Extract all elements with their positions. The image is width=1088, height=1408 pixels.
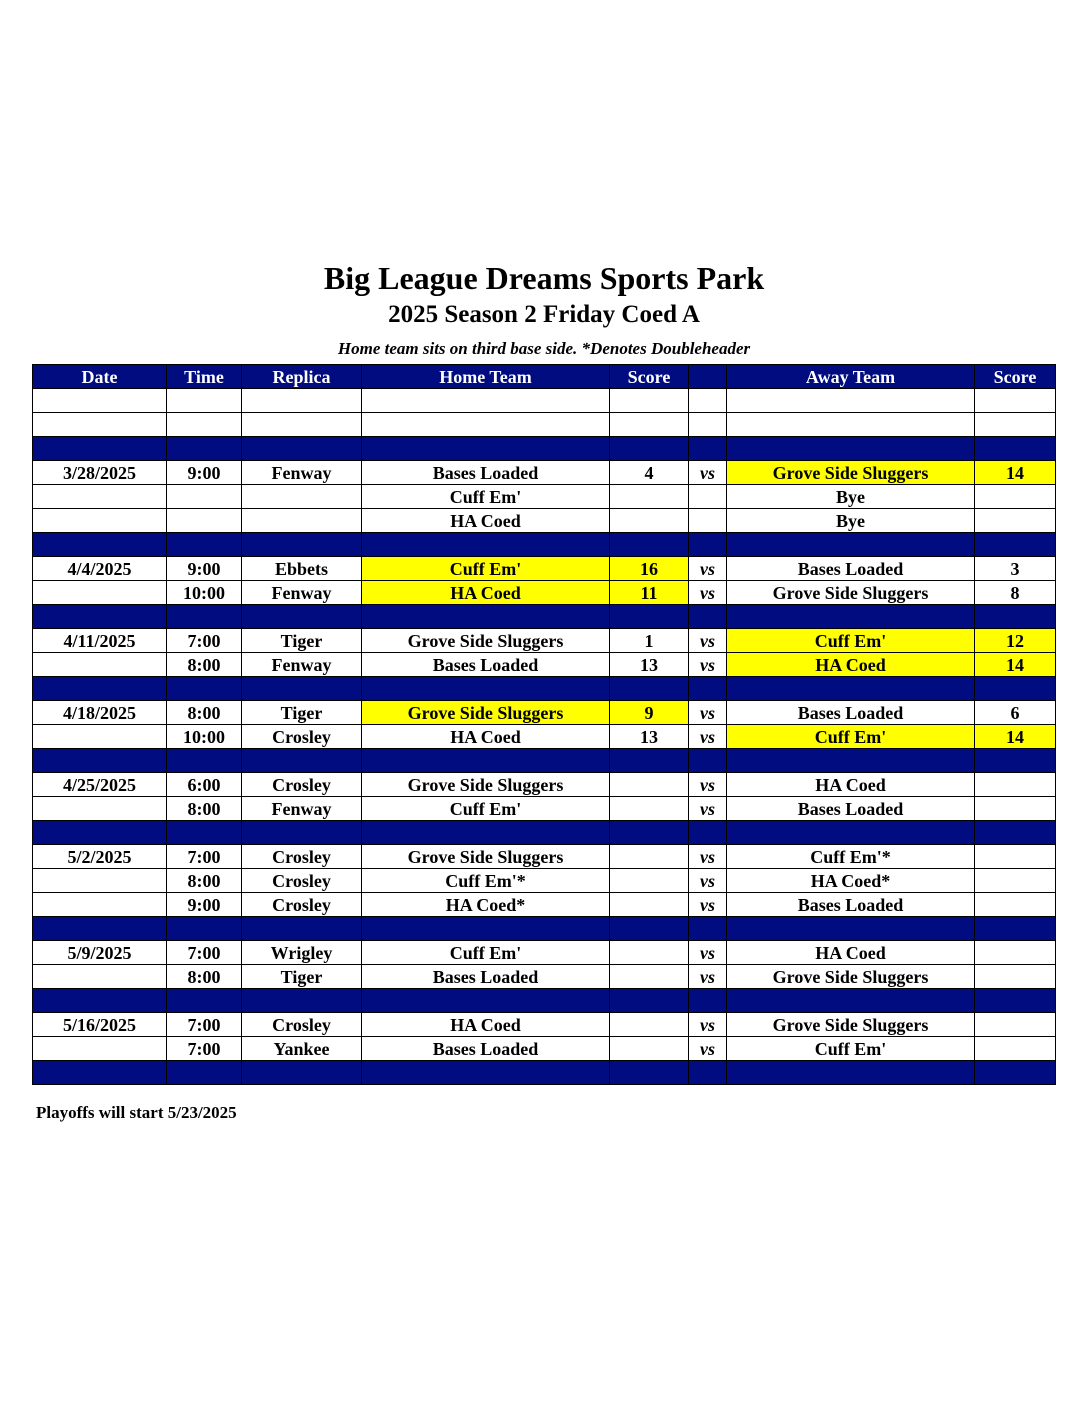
schedule-note: Home team sits on third base side. *Denotes Doubleheader [337, 339, 751, 358]
separator-row [33, 605, 1056, 629]
away-team-cell: Cuff Em' [727, 629, 975, 653]
vs-cell: vs [689, 845, 727, 869]
vs-cell: vs [689, 1037, 727, 1061]
vs-cell: vs [689, 965, 727, 989]
home-score-cell: 11 [610, 581, 689, 605]
replica-cell: Crosley [242, 1013, 362, 1037]
time-cell [167, 989, 242, 1013]
date-cell [33, 725, 167, 749]
date-cell [33, 605, 167, 629]
date-cell: 5/16/2025 [33, 1013, 167, 1037]
away-score-cell: 14 [975, 461, 1056, 485]
away-team-cell: Grove Side Sluggers [727, 461, 975, 485]
date-cell [33, 917, 167, 941]
replica-cell [242, 989, 362, 1013]
date-cell: 5/2/2025 [33, 845, 167, 869]
replica-cell: Tiger [242, 965, 362, 989]
vs-cell [689, 821, 727, 845]
date-cell [33, 749, 167, 773]
date-cell [33, 965, 167, 989]
away-score-cell: 3 [975, 557, 1056, 581]
home-score-cell: 9 [610, 701, 689, 725]
replica-cell: Tiger [242, 629, 362, 653]
home-score-cell [610, 1013, 689, 1037]
time-cell: 6:00 [167, 773, 242, 797]
vs-cell [689, 749, 727, 773]
home-score-cell [610, 797, 689, 821]
away-score-cell [975, 509, 1056, 533]
away-team-cell [727, 533, 975, 557]
replica-cell: Fenway [242, 581, 362, 605]
away-score-cell [975, 893, 1056, 917]
game-row [33, 629, 1056, 653]
date-cell [33, 821, 167, 845]
vs-cell: vs [689, 653, 727, 677]
date-cell [33, 797, 167, 821]
header-away-team: Away Team [727, 365, 975, 389]
replica-cell: Crosley [242, 773, 362, 797]
away-team-cell [727, 1061, 975, 1085]
header-vs [689, 365, 727, 389]
game-row [33, 461, 1056, 485]
replica-cell [242, 485, 362, 509]
time-cell: 8:00 [167, 965, 242, 989]
time-cell: 9:00 [167, 893, 242, 917]
replica-cell [242, 821, 362, 845]
vs-cell [689, 677, 727, 701]
away-score-cell [975, 773, 1056, 797]
date-cell: 5/9/2025 [33, 941, 167, 965]
home-team-cell: Bases Loaded [362, 461, 610, 485]
away-score-cell [975, 437, 1056, 461]
home-team-cell: Cuff Em' [362, 557, 610, 581]
home-score-cell [610, 1037, 689, 1061]
home-team-cell: HA Coed [362, 725, 610, 749]
home-team-cell: Bases Loaded [362, 653, 610, 677]
home-team-cell: Grove Side Sluggers [362, 629, 610, 653]
home-score-cell [610, 893, 689, 917]
away-score-cell: 6 [975, 701, 1056, 725]
separator-row [33, 749, 1056, 773]
away-team-cell: HA Coed [727, 941, 975, 965]
separator-row [33, 437, 1056, 461]
date-cell [33, 677, 167, 701]
away-team-cell [727, 917, 975, 941]
home-score-cell [610, 509, 689, 533]
home-score-cell [610, 821, 689, 845]
header-date: Date [33, 365, 167, 389]
away-team-cell: Grove Side Sluggers [727, 965, 975, 989]
separator-row [33, 677, 1056, 701]
home-team-cell [362, 989, 610, 1013]
home-score-cell: 1 [610, 629, 689, 653]
vs-cell [689, 533, 727, 557]
home-score-cell [610, 533, 689, 557]
home-team-cell: Bases Loaded [362, 965, 610, 989]
away-team-cell: Cuff Em' [727, 1037, 975, 1061]
vs-cell [689, 605, 727, 629]
away-team-cell: Bases Loaded [727, 797, 975, 821]
away-score-cell [975, 989, 1056, 1013]
date-cell [33, 581, 167, 605]
game-row [33, 701, 1056, 725]
replica-cell [242, 1061, 362, 1085]
away-score-cell [975, 1037, 1056, 1061]
separator-row [33, 533, 1056, 557]
away-team-cell [727, 989, 975, 1013]
game-row [33, 581, 1056, 605]
game-row [33, 725, 1056, 749]
replica-cell: Crosley [242, 845, 362, 869]
away-score-cell [975, 485, 1056, 509]
time-cell: 10:00 [167, 725, 242, 749]
game-row [33, 1037, 1056, 1061]
separator-row [33, 917, 1056, 941]
home-team-cell: Grove Side Sluggers [362, 701, 610, 725]
away-score-cell [975, 1013, 1056, 1037]
replica-cell: Crosley [242, 893, 362, 917]
date-cell [33, 1037, 167, 1061]
away-score-cell [975, 389, 1056, 413]
vs-cell [689, 989, 727, 1013]
date-cell [33, 389, 167, 413]
replica-cell: Fenway [242, 461, 362, 485]
vs-cell [689, 917, 727, 941]
time-cell [167, 1061, 242, 1085]
away-team-cell: HA Coed* [727, 869, 975, 893]
home-score-cell [610, 917, 689, 941]
header-time: Time [167, 365, 242, 389]
replica-cell: Wrigley [242, 941, 362, 965]
header-replica: Replica [242, 365, 362, 389]
away-team-cell [727, 605, 975, 629]
replica-cell [242, 749, 362, 773]
replica-cell [242, 509, 362, 533]
home-team-cell: Cuff Em' [362, 941, 610, 965]
home-team-cell [362, 533, 610, 557]
away-score-cell: 12 [975, 629, 1056, 653]
home-team-cell [362, 437, 610, 461]
home-score-cell [610, 869, 689, 893]
time-cell: 8:00 [167, 653, 242, 677]
time-cell [167, 485, 242, 509]
vs-cell [689, 485, 727, 509]
away-team-cell: Bases Loaded [727, 893, 975, 917]
home-score-cell [610, 1061, 689, 1085]
vs-cell: vs [689, 725, 727, 749]
away-score-cell: 8 [975, 581, 1056, 605]
home-team-cell: Cuff Em' [362, 485, 610, 509]
away-score-cell [975, 413, 1056, 437]
time-cell [167, 749, 242, 773]
replica-cell [242, 533, 362, 557]
away-team-cell: Bases Loaded [727, 701, 975, 725]
game-row [33, 557, 1056, 581]
away-team-cell: Cuff Em'* [727, 845, 975, 869]
time-cell: 7:00 [167, 629, 242, 653]
away-score-cell [975, 965, 1056, 989]
vs-cell: vs [689, 893, 727, 917]
away-team-cell: Bye [727, 485, 975, 509]
home-team-cell: HA Coed* [362, 893, 610, 917]
date-cell [33, 893, 167, 917]
away-score-cell [975, 1061, 1056, 1085]
date-cell [33, 989, 167, 1013]
game-row [33, 797, 1056, 821]
home-score-cell [610, 677, 689, 701]
separator-row [33, 989, 1056, 1013]
home-team-cell [362, 1061, 610, 1085]
replica-cell [242, 917, 362, 941]
home-team-cell [362, 917, 610, 941]
header-row [33, 365, 1056, 389]
header-away-score: Score [975, 365, 1056, 389]
away-team-cell [727, 413, 975, 437]
away-team-cell [727, 821, 975, 845]
date-cell [33, 653, 167, 677]
vs-cell [689, 389, 727, 413]
time-cell [167, 605, 242, 629]
date-cell: 4/4/2025 [33, 557, 167, 581]
away-score-cell [975, 845, 1056, 869]
time-cell: 8:00 [167, 797, 242, 821]
home-score-cell [610, 605, 689, 629]
season-subtitle: 2025 Season 2 Friday Coed A [388, 301, 700, 328]
away-team-cell: Bye [727, 509, 975, 533]
time-cell: 7:00 [167, 1037, 242, 1061]
home-score-cell [610, 437, 689, 461]
vs-cell [689, 437, 727, 461]
blank-row [33, 413, 1056, 437]
home-team-cell: HA Coed [362, 509, 610, 533]
date-cell [33, 437, 167, 461]
home-score-cell [610, 941, 689, 965]
replica-cell [242, 677, 362, 701]
home-team-cell: HA Coed [362, 581, 610, 605]
replica-cell: Crosley [242, 869, 362, 893]
home-score-cell [610, 845, 689, 869]
game-row [33, 893, 1056, 917]
date-cell: 4/11/2025 [33, 629, 167, 653]
game-row [33, 869, 1056, 893]
replica-cell [242, 437, 362, 461]
game-row [33, 653, 1056, 677]
time-cell [167, 413, 242, 437]
away-score-cell [975, 677, 1056, 701]
time-cell [167, 509, 242, 533]
time-cell [167, 437, 242, 461]
game-row [33, 965, 1056, 989]
replica-cell: Yankee [242, 1037, 362, 1061]
time-cell: 8:00 [167, 869, 242, 893]
time-cell [167, 917, 242, 941]
home-team-cell: HA Coed [362, 1013, 610, 1037]
away-team-cell: Grove Side Sluggers [727, 1013, 975, 1037]
home-team-cell: Bases Loaded [362, 1037, 610, 1061]
vs-cell [689, 509, 727, 533]
date-cell [33, 509, 167, 533]
vs-cell: vs [689, 461, 727, 485]
home-score-cell: 16 [610, 557, 689, 581]
home-team-cell [362, 389, 610, 413]
away-score-cell: 14 [975, 725, 1056, 749]
game-row [33, 1013, 1056, 1037]
schedule-table [32, 364, 1056, 1085]
date-cell [33, 485, 167, 509]
home-team-cell: Cuff Em'* [362, 869, 610, 893]
vs-cell: vs [689, 1013, 727, 1037]
header-home-score: Score [610, 365, 689, 389]
away-score-cell [975, 821, 1056, 845]
vs-cell: vs [689, 941, 727, 965]
blank-row [33, 389, 1056, 413]
away-score-cell [975, 917, 1056, 941]
time-cell: 7:00 [167, 941, 242, 965]
away-team-cell: Cuff Em' [727, 725, 975, 749]
game-row [33, 941, 1056, 965]
away-score-cell [975, 869, 1056, 893]
time-cell: 9:00 [167, 557, 242, 581]
separator-row [33, 821, 1056, 845]
game-row [33, 485, 1056, 509]
replica-cell: Ebbets [242, 557, 362, 581]
time-cell: 7:00 [167, 845, 242, 869]
away-score-cell [975, 533, 1056, 557]
home-team-cell [362, 413, 610, 437]
away-score-cell: 14 [975, 653, 1056, 677]
time-cell [167, 389, 242, 413]
home-score-cell [610, 389, 689, 413]
date-cell [33, 533, 167, 557]
vs-cell: vs [689, 869, 727, 893]
date-cell: 4/18/2025 [33, 701, 167, 725]
away-team-cell: Grove Side Sluggers [727, 581, 975, 605]
replica-cell [242, 605, 362, 629]
home-score-cell [610, 413, 689, 437]
vs-cell: vs [689, 797, 727, 821]
replica-cell: Crosley [242, 725, 362, 749]
vs-cell: vs [689, 773, 727, 797]
away-team-cell: Bases Loaded [727, 557, 975, 581]
separator-row [33, 1061, 1056, 1085]
home-score-cell [610, 485, 689, 509]
vs-cell [689, 1061, 727, 1085]
time-cell: 7:00 [167, 1013, 242, 1037]
home-team-cell: Grove Side Sluggers [362, 773, 610, 797]
playoffs-note: Playoffs will start 5/23/2025 [36, 1103, 237, 1122]
game-row [33, 773, 1056, 797]
home-team-cell: Grove Side Sluggers [362, 845, 610, 869]
away-score-cell [975, 797, 1056, 821]
time-cell: 9:00 [167, 461, 242, 485]
game-row [33, 509, 1056, 533]
vs-cell: vs [689, 701, 727, 725]
home-score-cell: 13 [610, 653, 689, 677]
time-cell [167, 677, 242, 701]
vs-cell [689, 413, 727, 437]
home-score-cell: 13 [610, 725, 689, 749]
time-cell: 8:00 [167, 701, 242, 725]
time-cell: 10:00 [167, 581, 242, 605]
away-team-cell: HA Coed [727, 773, 975, 797]
replica-cell: Fenway [242, 653, 362, 677]
replica-cell [242, 389, 362, 413]
replica-cell [242, 413, 362, 437]
date-cell: 3/28/2025 [33, 461, 167, 485]
away-score-cell [975, 605, 1056, 629]
away-team-cell [727, 677, 975, 701]
replica-cell: Tiger [242, 701, 362, 725]
time-cell [167, 821, 242, 845]
game-row [33, 845, 1056, 869]
home-score-cell [610, 749, 689, 773]
home-team-cell [362, 749, 610, 773]
away-score-cell [975, 749, 1056, 773]
vs-cell: vs [689, 581, 727, 605]
home-score-cell [610, 965, 689, 989]
away-team-cell: HA Coed [727, 653, 975, 677]
date-cell [33, 413, 167, 437]
vs-cell: vs [689, 629, 727, 653]
time-cell [167, 533, 242, 557]
home-score-cell [610, 989, 689, 1013]
replica-cell: Fenway [242, 797, 362, 821]
date-cell [33, 1061, 167, 1085]
date-cell: 4/25/2025 [33, 773, 167, 797]
date-cell [33, 869, 167, 893]
vs-cell: vs [689, 557, 727, 581]
away-score-cell [975, 941, 1056, 965]
page-title: Big League Dreams Sports Park [323, 260, 765, 296]
home-score-cell [610, 773, 689, 797]
home-team-cell [362, 605, 610, 629]
home-team-cell [362, 677, 610, 701]
away-team-cell [727, 389, 975, 413]
away-team-cell [727, 749, 975, 773]
away-team-cell [727, 437, 975, 461]
home-team-cell [362, 821, 610, 845]
home-score-cell: 4 [610, 461, 689, 485]
header-home-team: Home Team [362, 365, 610, 389]
home-team-cell: Cuff Em' [362, 797, 610, 821]
